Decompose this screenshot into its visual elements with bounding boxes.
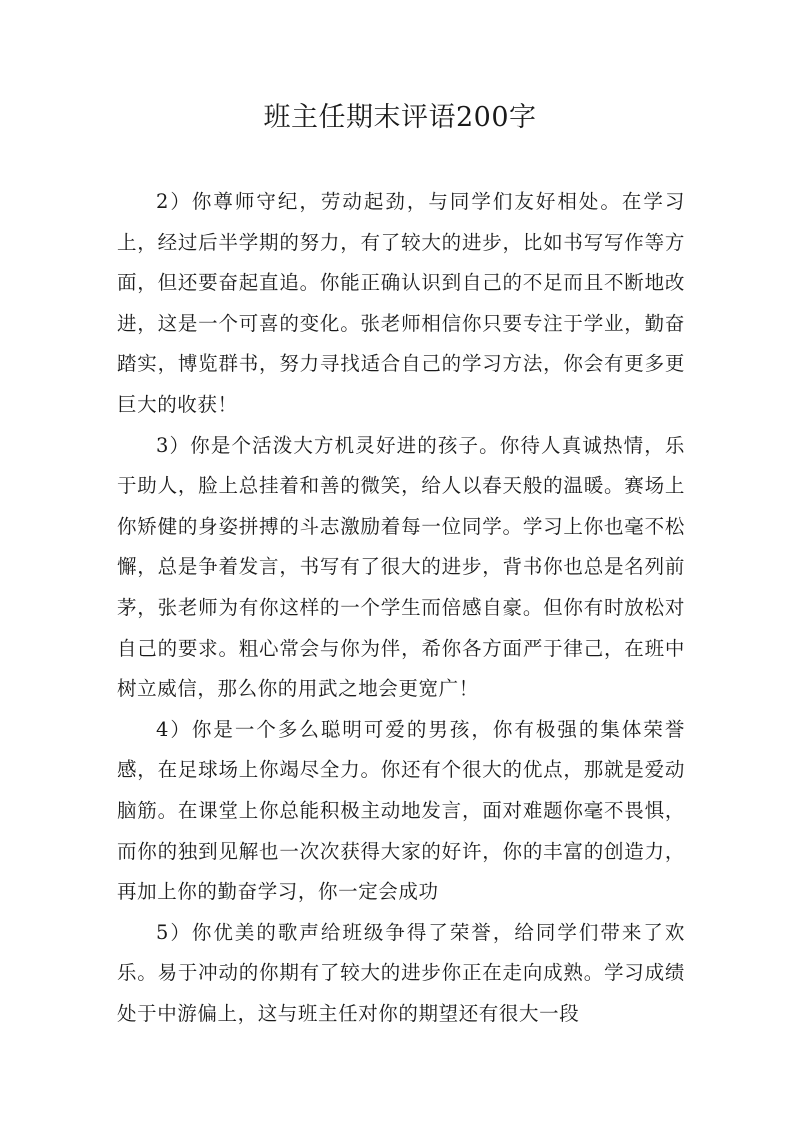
paragraph-4: 4）你是一个多么聪明可爱的男孩，你有极强的集体荣誉感，在足球场上你竭尽全力。你还有个很大的优点，那就是爱动脑筋。在课堂上你总能积极主动地发言，面对难题你毫不畏惧，而你的独到见解也一次次获得大家的好许，你的丰富的创造力，再加上你的勤奋学习，你一定会成功 xyxy=(117,717,685,904)
document-body xyxy=(117,182,685,1034)
paragraph-5: 5）你优美的歌声给班级争得了荣誉，给同学们带来了欢乐。易于冲动的你期有了较大的进步你正在走向成熟。学习成绩处于中游偏上，这与班主任对你的期望还有很大一段 xyxy=(117,920,685,1025)
paragraph-2: 2）你尊师守纪，劳动起劲，与同学们友好相处。在学习上，经过后半学期的努力，有了较大的进步，比如书写写作等方面，但还要奋起直追。你能正确认识到自己的不足而且不断地改进，这是一个可喜的变化。张老师相信你只要专注于学业，勤奋踏实，博览群书，努力寻找适合自己的学习方法，你会有更多更巨大的收获！ xyxy=(117,190,685,416)
paragraph-3: 3）你是个活泼大方机灵好进的孩子。你待人真诚热情，乐于助人，脸上总挂着和善的微笑，给人以春天般的温暖。赛场上你矫健的身姿拼搏的斗志激励着每一位同学。学习上你也毫不松懈，总是争着发言，书写有了很大的进步，背书你也总是名列前茅，张老师为有你这样的一个学生而倍感自豪。但你有时放松对自己的要求。粗心常会与你为伴，希你各方面严于律己，在班中树立威信，那么你的用武之地会更宽广！ xyxy=(117,433,685,701)
document-title: 班主任期末评语200字 xyxy=(263,102,537,133)
